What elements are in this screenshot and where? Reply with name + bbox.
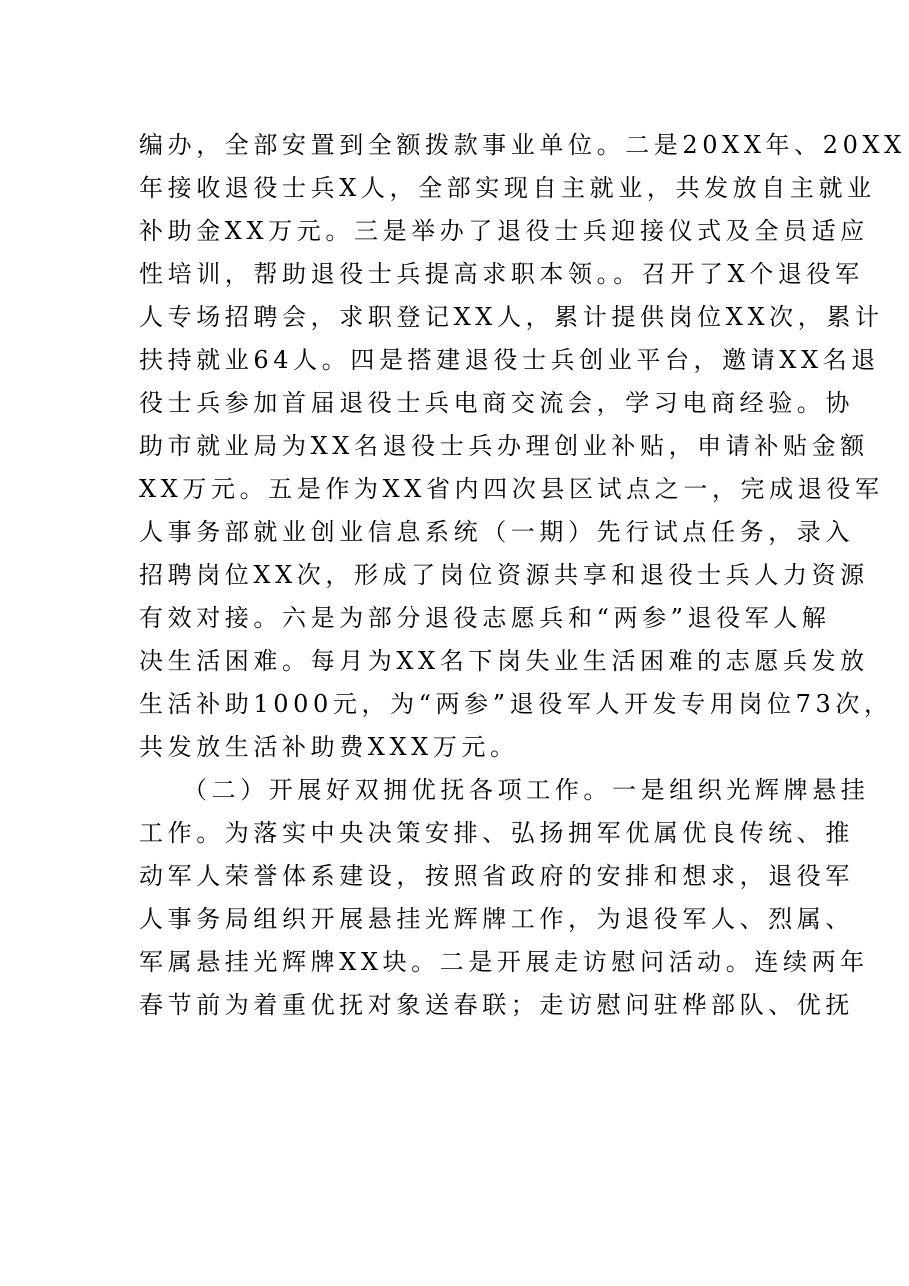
text-line: 役士兵参加首届退役士兵电商交流会，学习电商经验。协 bbox=[139, 389, 854, 417]
text-line: 动军人荣誉体系建设，按照省政府的安排和想求，退役军 bbox=[139, 862, 854, 890]
body-text bbox=[139, 124, 906, 1027]
text-line: XX万元。五是作为XX省内四次县区试点之一，完成退役军 bbox=[139, 475, 884, 503]
text-line: 生活补助1000元，为“两参”退役军人开发专用岗位73次， bbox=[139, 690, 893, 718]
text-line: 助市就业局为XX名退役士兵办理创业补贴，申请补贴金额 bbox=[139, 432, 869, 460]
text-line: 共发放生活补助费XXX万元。 bbox=[139, 733, 519, 761]
text-line: 人事务部就业创业信息系统（一期）先行试点任务，录入 bbox=[139, 518, 854, 546]
text-line: 人专场招聘会，求职登记XX人，累计提供岗位XX次，累计 bbox=[139, 303, 884, 331]
text-line: 有效对接。六是为部分退役志愿兵和“两参”退役军人解 bbox=[139, 604, 831, 632]
text-line: 决生活困难。每月为XX名下岗失业生活困难的志愿兵发放 bbox=[139, 647, 869, 675]
text-line: 扶持就业64人。四是搭建退役士兵创业平台，邀请XX名退 bbox=[139, 346, 880, 374]
text-line: 补助金XX万元。三是举办了退役士兵迎接仪式及全员适应 bbox=[139, 217, 869, 245]
text-line: 工作。为落实中央决策安排、弘扬拥军优属优良传统、推 bbox=[139, 819, 854, 847]
text-line: 性培训，帮助退役士兵提高求职本领。。召开了X个退役军 bbox=[139, 260, 864, 288]
section-heading-line: （二）开展好双拥优抚各项工作。一是组织光辉牌悬挂 bbox=[183, 776, 870, 804]
text-line: 招聘岗位XX次，形成了岗位资源共享和退役士兵人力资源 bbox=[139, 561, 869, 589]
text-line: 编办，全部安置到全额拨款事业单位。二是20XX年、20XX bbox=[139, 131, 906, 159]
text-line: 军属悬挂光辉牌XX块。二是开展走访慰问活动。连续两年 bbox=[139, 948, 869, 976]
text-line: 人事务局组织开展悬挂光辉牌工作，为退役军人、烈属、 bbox=[139, 905, 854, 933]
text-line: 年接收退役士兵X人，全部实现自主就业，共发放自主就业 bbox=[139, 174, 876, 202]
text-line: 春节前为着重优抚对象送春联；走访慰问驻桦部队、优抚 bbox=[139, 991, 854, 1019]
